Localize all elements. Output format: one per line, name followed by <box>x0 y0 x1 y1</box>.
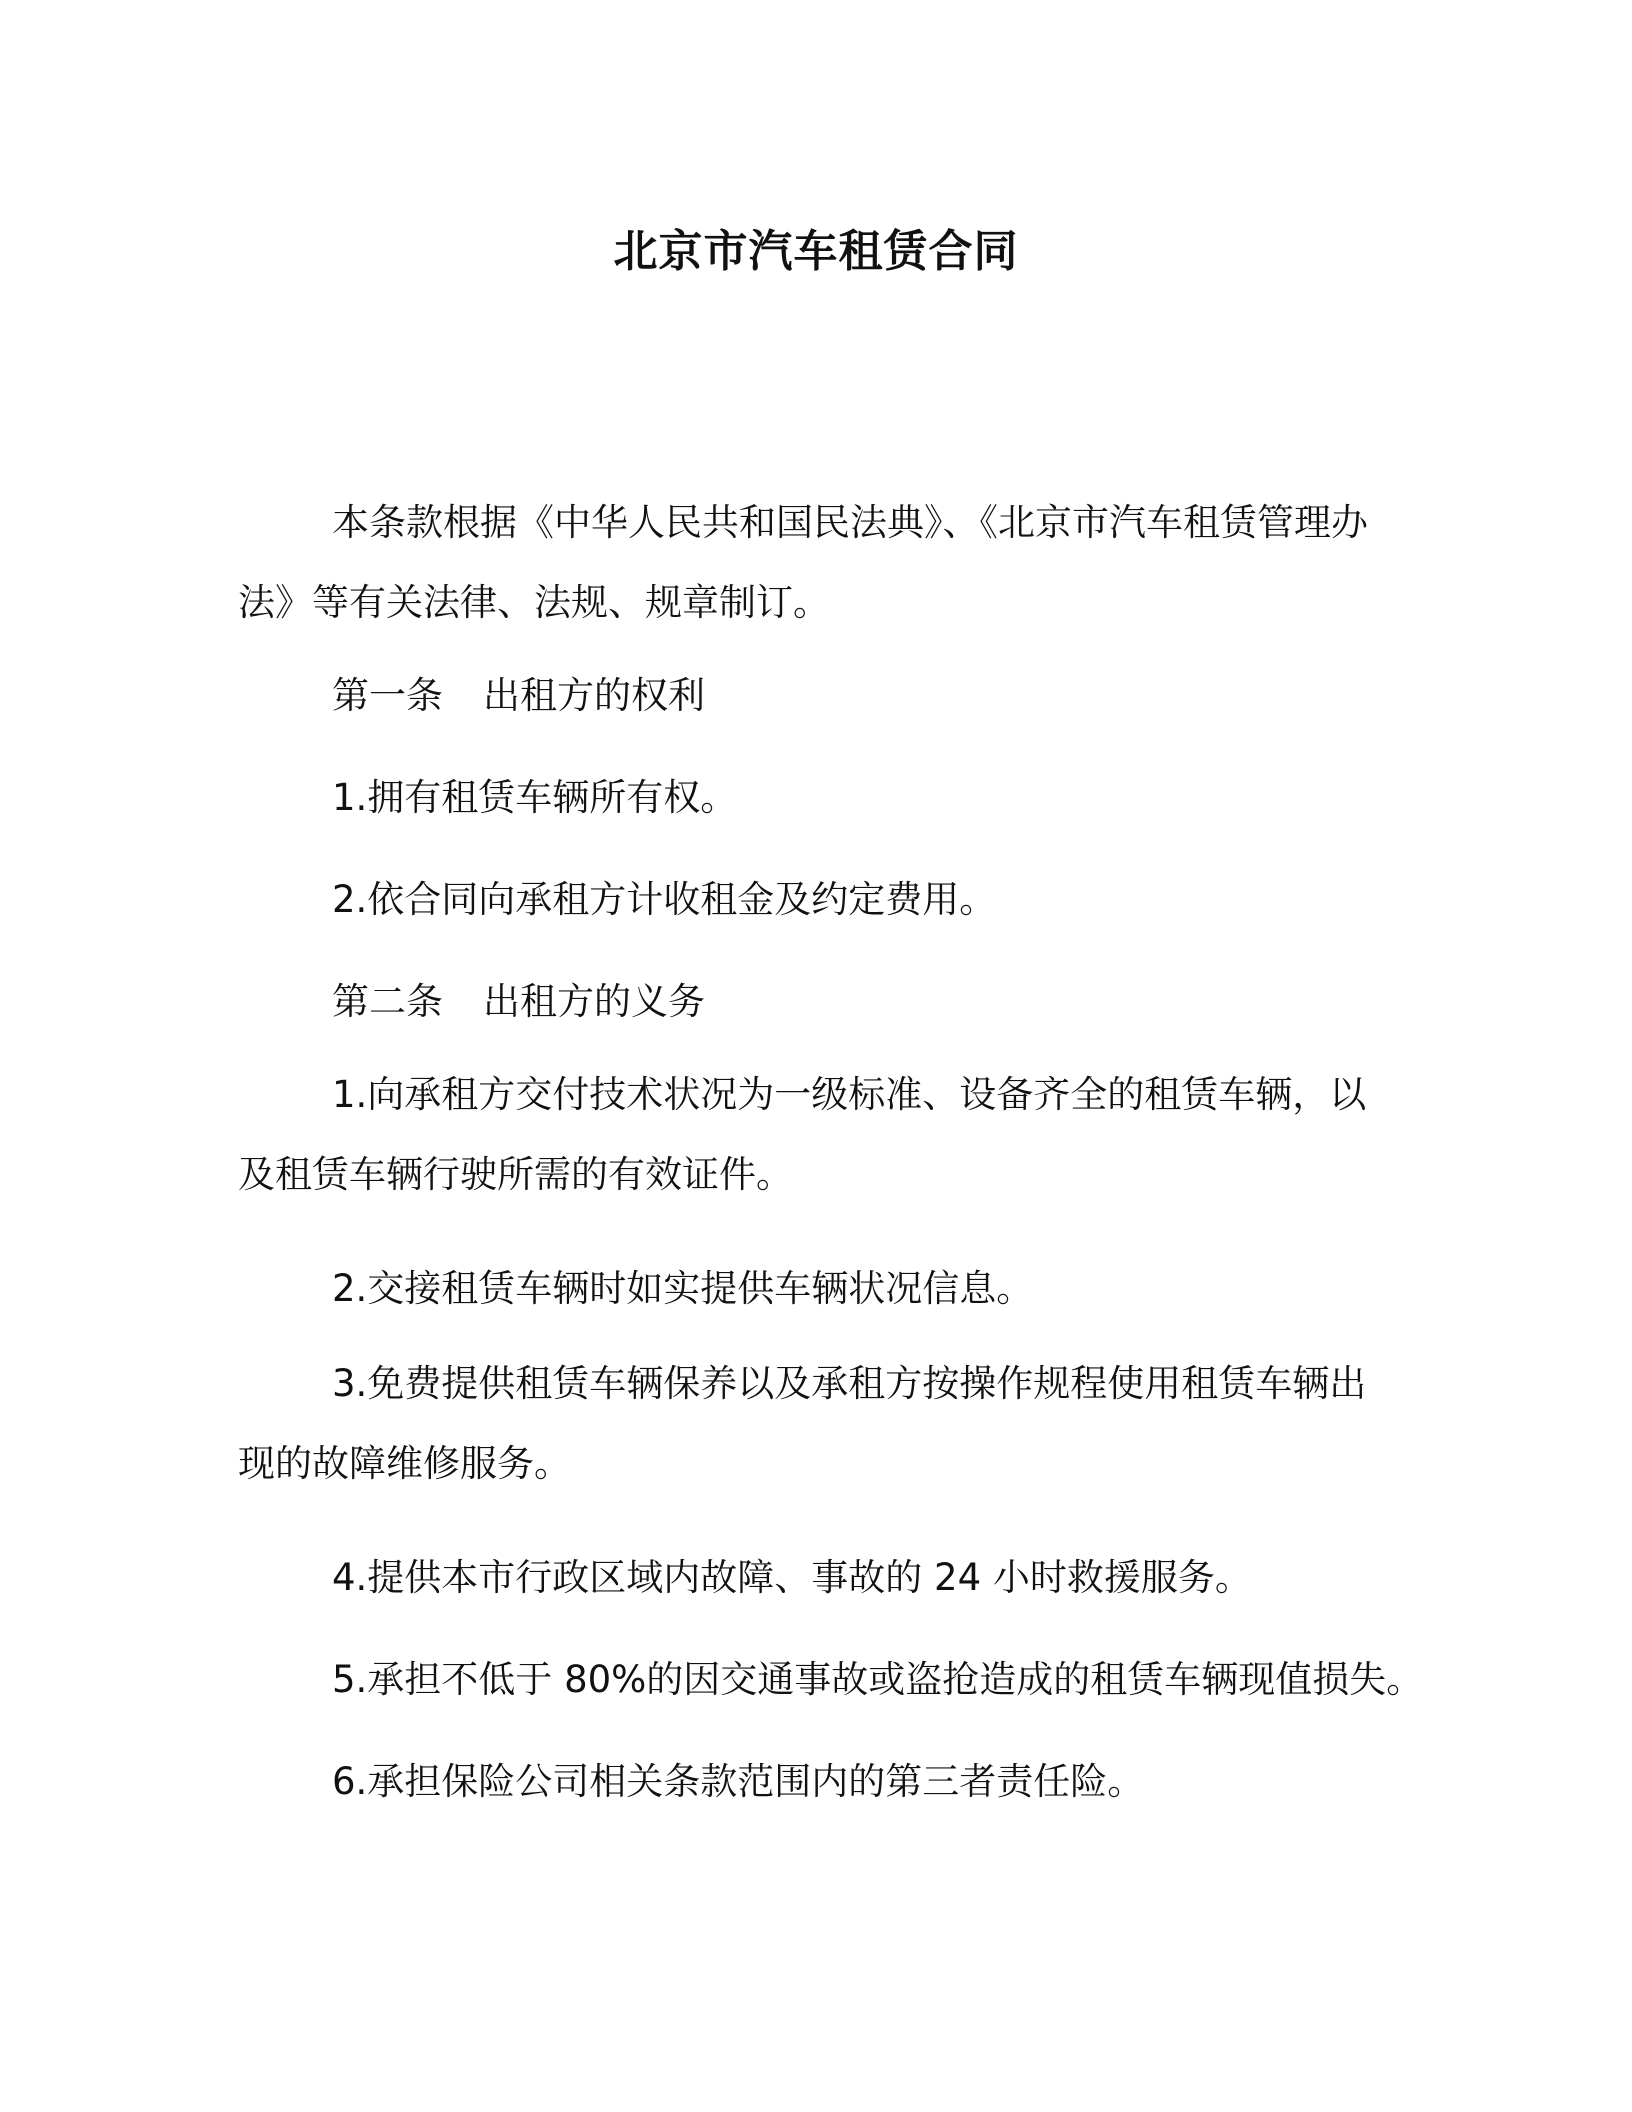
article-2-item-2: 2.交接租赁车辆时如实提供车辆状况信息。 <box>332 1267 1034 1310</box>
article-1-title: 出租方的权利 <box>483 674 705 717</box>
article-2-heading <box>332 972 705 1032</box>
article-2-title: 出租方的义务 <box>483 980 705 1023</box>
article-1-item-2: 2.依合同向承租方计收租金及约定费用。 <box>332 878 997 921</box>
article-2-item-4: 4.提供本市行政区域内故障、事故的 24 小时救援服务。 <box>332 1556 1252 1599</box>
article-2-item-1: 1.向承租方交付技术状况为一级标准、设备齐全的租赁车辆，以及租赁车辆行驶所需的有效证件。 <box>238 1073 1367 1196</box>
article-2-item-3: 3.免费提供租赁车辆保养以及承租方按操作规程使用租赁车辆出现的故障维修服务。 <box>238 1362 1367 1485</box>
article-1-heading <box>332 666 705 726</box>
article-2-item-6: 6.承担保险公司相关条款范围内的第三者责任险。 <box>332 1760 1145 1803</box>
article-2-item-5: 5.承担不低于 80%的因交通事故或盗抢造成的租赁车辆现值损失。 <box>332 1658 1424 1701</box>
article-1-number: 第一条 <box>332 674 443 717</box>
document-title: 北京市汽车租赁合同 <box>613 226 1019 277</box>
article-2-number: 第二条 <box>332 980 443 1023</box>
intro-paragraph: 本条款根据《中华人民共和国民法典》、《北京市汽车租赁管理办法》等有关法律、法规、规章制订。 <box>238 501 1368 624</box>
article-1-item-1: 1.拥有租赁车辆所有权。 <box>332 776 738 819</box>
